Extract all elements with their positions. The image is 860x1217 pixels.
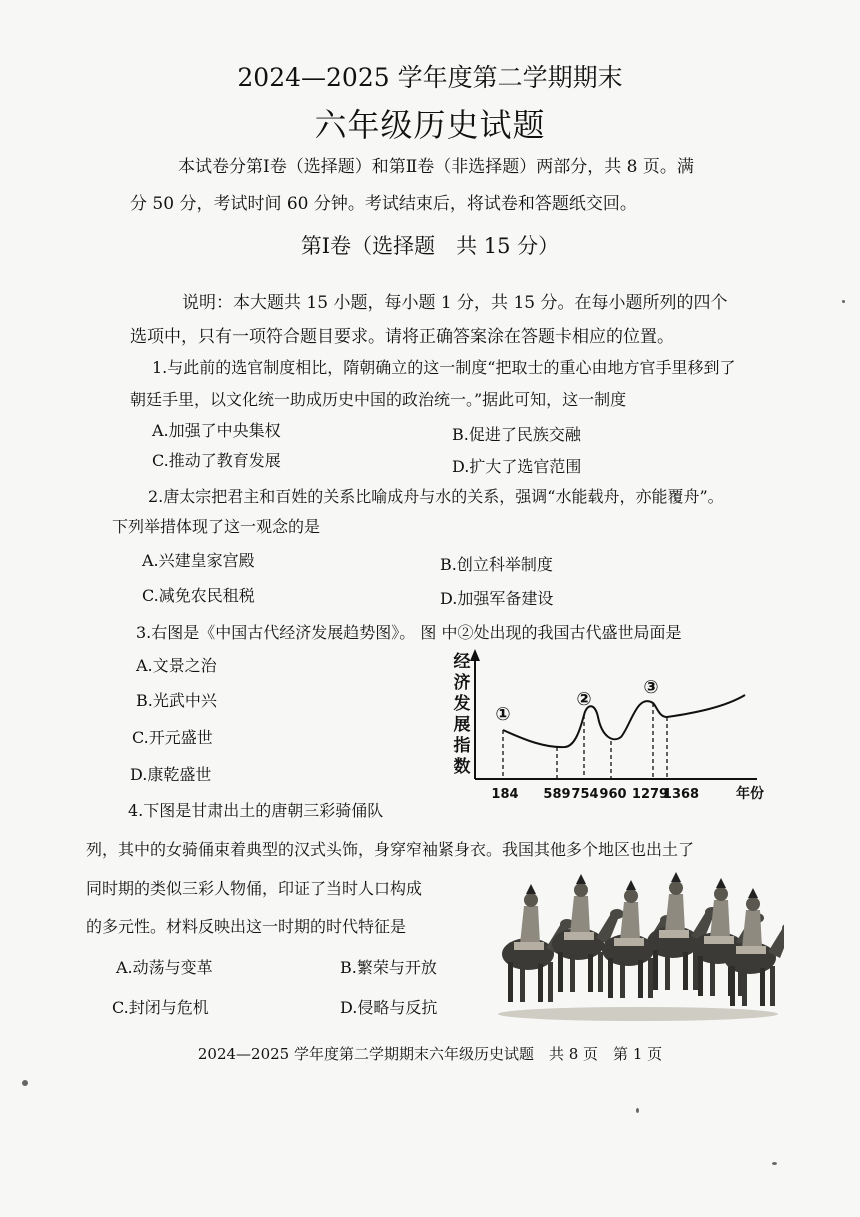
marker-3: ③ — [643, 677, 659, 698]
chart-xlabel: 年份 — [736, 786, 764, 802]
x-tick-label: 1279 — [631, 787, 669, 802]
marker-1: ① — [495, 704, 511, 725]
q3-option-c[interactable]: C.开元盛世 — [132, 728, 213, 747]
scan-speck — [22, 1080, 28, 1086]
q4-option-d[interactable]: D.侵略与反抗 — [340, 998, 438, 1017]
y-axis-arrow — [470, 649, 480, 661]
exam-title-line2: 六年级历史试题 — [314, 106, 546, 144]
question-4-line3: 同时期的类似三彩人物俑，印证了当时人口构成 — [86, 879, 423, 898]
question-1-line1: 1.与此前的选官制度相比，隋朝确立的这一制度“把取士的重心由地方官手里移到了 — [152, 358, 736, 377]
chart-ylabel — [453, 652, 471, 777]
tang-sancai-horse-riders-image — [488, 862, 784, 1022]
q3-option-b[interactable]: B.光武中兴 — [136, 691, 217, 710]
q2-option-b[interactable]: B.创立科举制度 — [440, 555, 553, 574]
question-4-line1: 4.下图是甘肃出土的唐朝三彩骑俑队 — [128, 801, 384, 820]
q2-option-d[interactable]: D.加强军备建设 — [440, 589, 554, 608]
intro-line2: 分 50 分，考试时间 60 分钟。考试结束后，将试卷和答题纸交回。 — [130, 194, 637, 214]
q3-option-a[interactable]: A.文景之治 — [136, 656, 217, 675]
x-tick-label: 960 — [599, 787, 627, 802]
question-2-line2: 下列举措体现了这一观念的是 — [112, 517, 321, 536]
scan-speck — [772, 1162, 777, 1165]
q1-option-d[interactable]: D.扩大了选官范围 — [452, 457, 582, 476]
x-tick-label: 184 — [491, 787, 519, 802]
question-2-line1: 2.唐太宗把君主和百姓的关系比喻成舟与水的关系，强调“水能载舟，亦能覆舟”。 — [148, 487, 724, 506]
question-1-line2: 朝廷手里，以文化统一助成历史中国的政治统一。”据此可知，这一制度 — [130, 390, 627, 409]
section-note-line2: 选项中，只有一项符合题目要求。请将正确答案涂在答题卡相应的位置。 — [130, 327, 674, 347]
section-note-line1: 说明：本大题共 15 小题，每小题 1 分，共 15 分。在每小题所列的四个 — [182, 293, 728, 313]
x-tick-label: 589 — [543, 787, 571, 802]
svg-text:经济发展指数: 经济发展指数 — [453, 652, 471, 777]
question-4-line2: 列，其中的女骑俑束着典型的汉式头饰，身穿窄袖紧身衣。我国其他多个地区也出土了 — [86, 840, 695, 859]
page-footer: 2024—2025 学年度第二学期期末六年级历史试题 共 8 页 第 1 页 — [197, 1045, 663, 1063]
q4-option-c[interactable]: C.封闭与危机 — [112, 998, 209, 1017]
q2-option-a[interactable]: A.兴建皇家宫殿 — [142, 551, 255, 570]
q1-option-b[interactable]: B.促进了民族交融 — [452, 425, 581, 444]
q4-option-b[interactable]: B.繁荣与开放 — [340, 958, 437, 977]
q1-option-c[interactable]: C.推动了教育发展 — [152, 451, 281, 470]
scan-speck — [636, 1108, 639, 1113]
q1-option-a[interactable]: A.加强了中央集权 — [152, 421, 281, 440]
q2-option-c[interactable]: C.减免农民租税 — [142, 586, 255, 605]
question-3-line1: 3.右图是《中国古代经济发展趋势图》。 图 中②处出现的我国古代盛世局面是 — [136, 623, 682, 642]
q3-option-d[interactable]: D.康乾盛世 — [130, 765, 212, 784]
exam-title-line1: 2024—2025 学年度第二学期期末 — [237, 63, 623, 92]
x-tick-label: 1368 — [662, 787, 700, 802]
scan-speck — [842, 300, 845, 303]
section-title: 第Ⅰ卷（选择题 共 15 分） — [300, 234, 560, 258]
question-4-line4: 的多元性。材料反映出这一时期的时代特征是 — [86, 917, 407, 936]
trend-line — [503, 695, 745, 747]
q4-option-a[interactable]: A.动荡与变革 — [116, 958, 213, 977]
intro-line1: 本试卷分第Ⅰ卷（选择题）和第Ⅱ卷（非选择题）两部分，共 8 页。满 — [178, 157, 694, 177]
economic-trend-chart — [445, 645, 775, 805]
x-tick-label: 754 — [571, 787, 599, 802]
marker-2: ② — [576, 689, 592, 710]
